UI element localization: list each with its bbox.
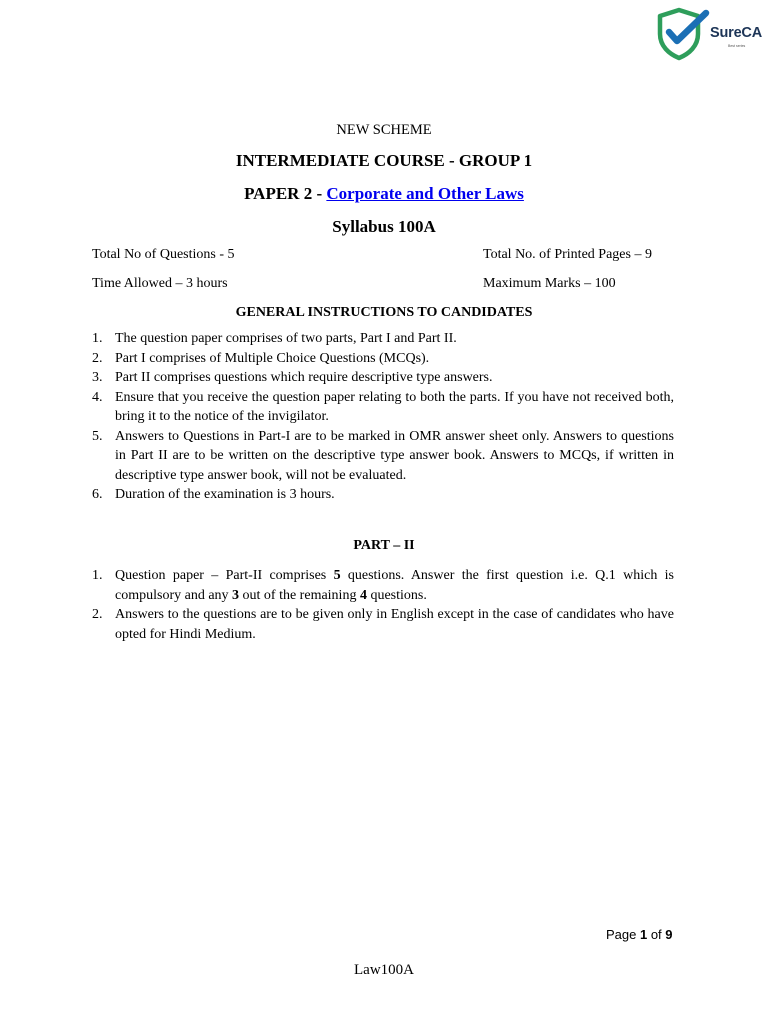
item-text-segment: questions. xyxy=(366,587,427,603)
list-item xyxy=(92,329,674,349)
page-number xyxy=(606,927,673,942)
item-number: 5. xyxy=(92,428,103,444)
bold-count: 4 xyxy=(359,587,367,603)
item-number: 6. xyxy=(92,487,103,502)
printed-pages: Total No. of Printed Pages – 9 xyxy=(483,247,652,262)
page-label: Page xyxy=(606,927,640,942)
list-item xyxy=(92,566,674,605)
list-item xyxy=(92,349,674,369)
paper-heading xyxy=(0,184,768,204)
item-text: The question paper comprises of two parts, Part I and Part II. xyxy=(115,331,457,346)
part-two-list xyxy=(92,566,674,644)
total-questions: Total No of Questions - 5 xyxy=(92,247,235,262)
list-item xyxy=(92,605,674,644)
sureca-logo xyxy=(652,4,768,62)
shield-check-icon xyxy=(652,4,710,62)
paper-prefix: PAPER 2 - xyxy=(244,184,327,203)
item-number: 4. xyxy=(92,389,103,405)
part-two-title: PART – II xyxy=(353,538,415,553)
general-instructions-title: GENERAL INSTRUCTIONS TO CANDIDATES xyxy=(235,305,533,320)
paper-code-footer: Law100A xyxy=(354,962,414,978)
paper-title-link[interactable]: Corporate and Other Laws xyxy=(326,184,524,203)
item-text: Duration of the examination is 3 hours. xyxy=(115,487,335,502)
item-number: 3. xyxy=(92,370,103,385)
list-item xyxy=(92,368,674,388)
time-allowed: Time Allowed – 3 hours xyxy=(92,276,228,291)
bold-count: 5 xyxy=(333,568,341,583)
item-text-segment: Question paper – Part-II comprises xyxy=(115,568,334,583)
item-text-segment: questions. Answer the first question i.e. Q.1 which is compulsory and any xyxy=(115,568,674,603)
item-text: Ensure that you receive the question paper relating to both the parts. If you have not received both, bring it to the notice of the invigilator. xyxy=(115,389,674,424)
page-current: 1 xyxy=(639,927,648,942)
syllabus-heading: Syllabus 100A xyxy=(332,217,436,236)
item-number: 2. xyxy=(92,607,103,622)
page-of: of xyxy=(647,927,666,942)
bold-count: 3 xyxy=(232,587,240,603)
item-number: 1. xyxy=(92,568,103,583)
list-item xyxy=(92,485,674,505)
item-text-segment: out of the remaining xyxy=(239,587,360,603)
logo-tagline: Best series xyxy=(728,44,746,48)
list-item xyxy=(92,427,674,486)
list-item xyxy=(92,388,674,427)
course-heading: INTERMEDIATE COURSE - GROUP 1 xyxy=(235,151,533,170)
logo-text: SureCA xyxy=(710,25,762,41)
maximum-marks: Maximum Marks – 100 xyxy=(483,276,616,291)
item-number: 2. xyxy=(92,350,103,366)
item-text: Part II comprises questions which require descriptive type answers. xyxy=(115,370,493,385)
item-text: Answers to the questions are to be given only in English except in the case of candidates who have opted for Hindi Medium. xyxy=(115,607,674,642)
scheme-heading: NEW SCHEME xyxy=(336,122,432,138)
item-text: Answers to Questions in Part-I are to be marked in OMR answer sheet only. Answers to questions in Part II are to be written on the descriptive type answer book. Answers to MCQs, if written in descriptive type answer book, will not be evaluated. xyxy=(115,428,674,483)
item-number: 1. xyxy=(92,331,103,346)
item-text: Part I comprises of Multiple Choice Questions (MCQs). xyxy=(115,350,430,366)
page-total: 9 xyxy=(665,927,673,942)
general-instructions-list xyxy=(92,329,674,505)
